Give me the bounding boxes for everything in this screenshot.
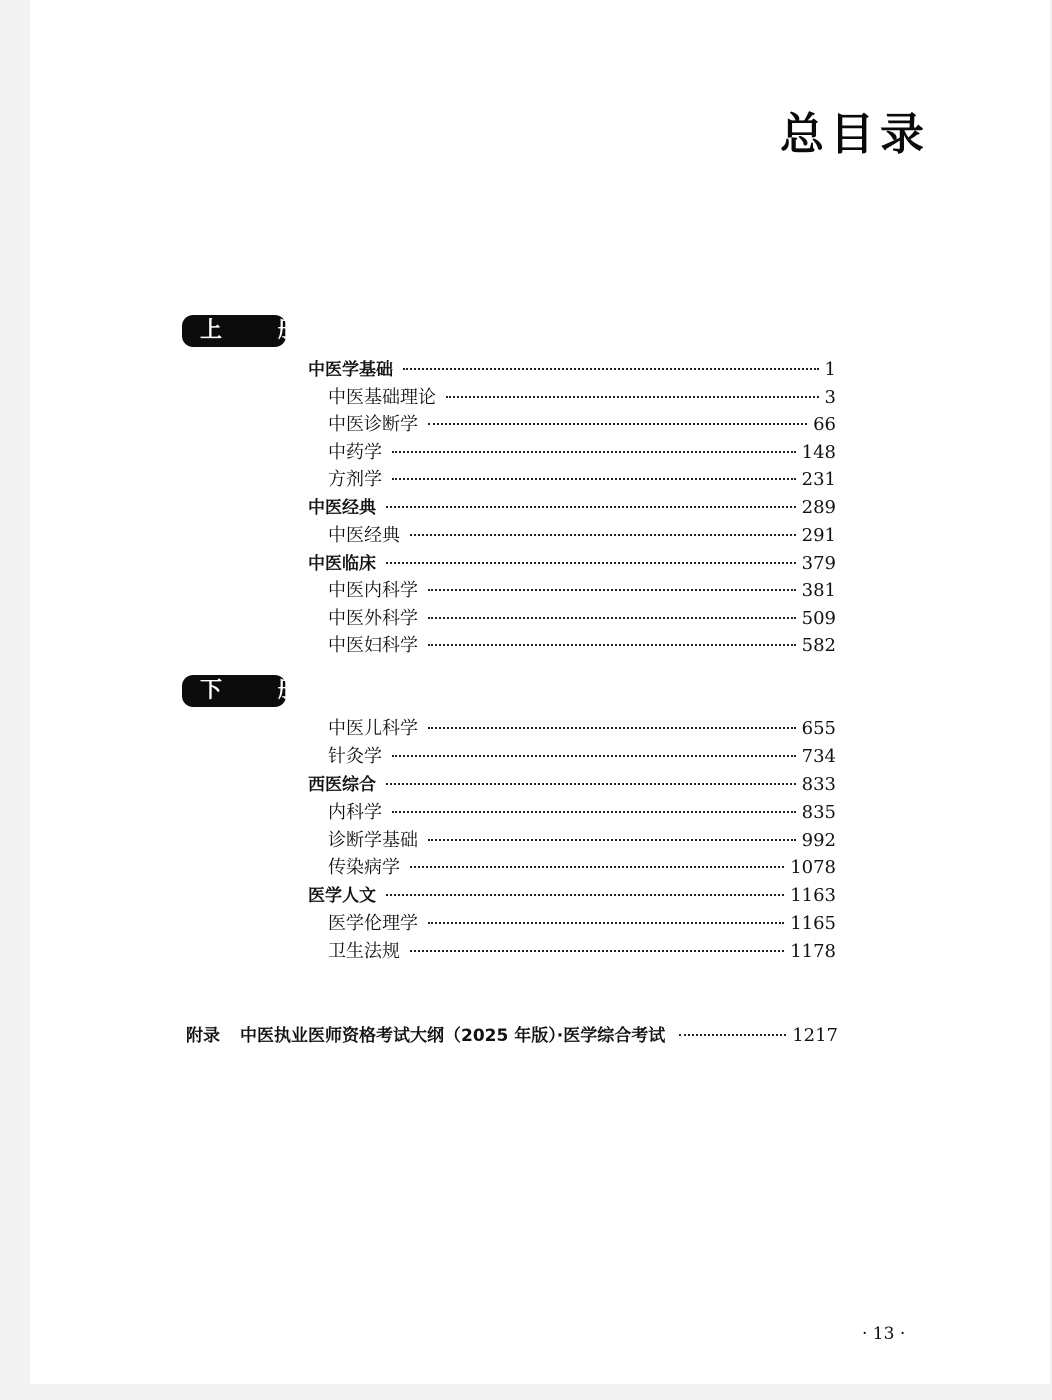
dot-leader xyxy=(428,423,807,425)
toc-entry-page: 1165 xyxy=(790,913,836,934)
toc-entry-page: 833 xyxy=(801,774,836,795)
toc-entry-title: 西医综合 xyxy=(308,775,376,795)
toc-entry-page: 231 xyxy=(801,469,836,490)
dot-leader xyxy=(386,783,796,785)
toc-entry[interactable] xyxy=(308,357,836,383)
toc-entry[interactable] xyxy=(328,911,836,937)
toc-entry-page: 289 xyxy=(801,497,836,518)
toc-entry-page: 1163 xyxy=(790,885,836,906)
page-title: 总目录 xyxy=(780,109,930,160)
toc-entry[interactable] xyxy=(308,772,836,798)
dot-leader xyxy=(410,866,784,868)
dot-leader xyxy=(428,644,796,646)
toc-entry-page: 291 xyxy=(801,525,836,546)
toc-entry-page: 1 xyxy=(824,359,836,380)
toc-entry-title: 中医临床 xyxy=(308,554,376,574)
toc-entry-title: 传染病学 xyxy=(328,857,400,878)
toc-entry[interactable] xyxy=(328,385,836,411)
toc-entry-title: 中医经典 xyxy=(308,498,376,518)
toc-entry-title: 中医基础理论 xyxy=(328,387,436,408)
toc-entry-page: 734 xyxy=(801,746,836,767)
toc-entry-page: 655 xyxy=(801,718,836,739)
toc-entry-title: 内科学 xyxy=(328,802,382,823)
dot-leader xyxy=(386,894,784,896)
appendix-title: 中医执业医师资格考试大纲（2025 年版）·医学综合考试 xyxy=(240,1026,666,1046)
toc-entry[interactable] xyxy=(328,939,836,965)
toc-entry-title: 医学人文 xyxy=(308,886,376,906)
toc-entry-page: 381 xyxy=(801,580,836,601)
dot-leader xyxy=(392,478,796,480)
toc-entry[interactable] xyxy=(328,578,836,604)
toc-entry-page: 379 xyxy=(801,553,836,574)
toc-entry-title: 中医妇科学 xyxy=(328,635,418,656)
toc-entry-page: 1178 xyxy=(790,941,836,962)
toc-entry[interactable] xyxy=(328,744,836,770)
toc-entry-page: 3 xyxy=(824,387,836,408)
toc-entry-title: 中药学 xyxy=(328,442,382,463)
toc-entry[interactable] xyxy=(328,633,836,659)
toc-entry-title: 中医内科学 xyxy=(328,580,418,601)
toc-entry-title: 针灸学 xyxy=(328,746,382,767)
dot-leader xyxy=(428,922,784,924)
toc-entry-page: 835 xyxy=(801,802,836,823)
toc-entry-title: 中医学基础 xyxy=(308,360,393,380)
toc-entry-page: 509 xyxy=(801,608,836,629)
toc-entry-page: 582 xyxy=(801,635,836,656)
toc-entry-page: 66 xyxy=(813,414,836,435)
toc-entry-page: 1078 xyxy=(790,857,836,878)
dot-leader xyxy=(679,1034,786,1036)
toc-entry[interactable] xyxy=(308,495,836,521)
toc-entry[interactable] xyxy=(328,412,836,438)
appendix-label: 附录 xyxy=(186,1026,220,1046)
dot-leader xyxy=(428,727,796,729)
toc-entry[interactable] xyxy=(328,523,836,549)
toc-entry-title: 方剂学 xyxy=(328,469,382,490)
toc-entry-title: 诊断学基础 xyxy=(328,830,418,851)
dot-leader xyxy=(428,589,796,591)
toc-entry[interactable] xyxy=(328,467,836,493)
dot-leader xyxy=(410,534,796,536)
volume-badge-lower: 下 册 xyxy=(182,675,286,707)
toc-entry-title: 医学伦理学 xyxy=(328,913,418,934)
toc-entry[interactable] xyxy=(328,855,836,881)
dot-leader xyxy=(428,839,796,841)
toc-entry-title: 卫生法规 xyxy=(328,941,400,962)
appendix-entry[interactable] xyxy=(186,1022,838,1050)
dot-leader xyxy=(392,811,796,813)
toc-entry[interactable] xyxy=(328,800,836,826)
toc-entry[interactable] xyxy=(328,716,836,742)
toc-entry[interactable] xyxy=(328,606,836,632)
page-number: · 13 · xyxy=(862,1324,906,1344)
dot-leader xyxy=(386,562,796,564)
toc-entry[interactable] xyxy=(308,551,836,577)
toc-entry-page: 148 xyxy=(801,442,836,463)
toc-entry[interactable] xyxy=(328,828,836,854)
dot-leader xyxy=(403,368,819,370)
toc-entry-title: 中医外科学 xyxy=(328,608,418,629)
dot-leader xyxy=(428,617,796,619)
toc-entry-page: 992 xyxy=(801,830,836,851)
appendix-page: 1217 xyxy=(792,1025,838,1046)
dot-leader xyxy=(446,396,819,398)
toc-entry-title: 中医经典 xyxy=(328,525,400,546)
dot-leader xyxy=(410,950,784,952)
toc-entry-title: 中医诊断学 xyxy=(328,414,418,435)
toc-entry[interactable] xyxy=(328,440,836,466)
toc-entry-title: 中医儿科学 xyxy=(328,718,418,739)
dot-leader xyxy=(392,451,796,453)
dot-leader xyxy=(386,506,796,508)
dot-leader xyxy=(392,755,796,757)
toc-entry[interactable] xyxy=(308,883,836,909)
volume-badge-upper: 上 册 xyxy=(182,315,286,347)
